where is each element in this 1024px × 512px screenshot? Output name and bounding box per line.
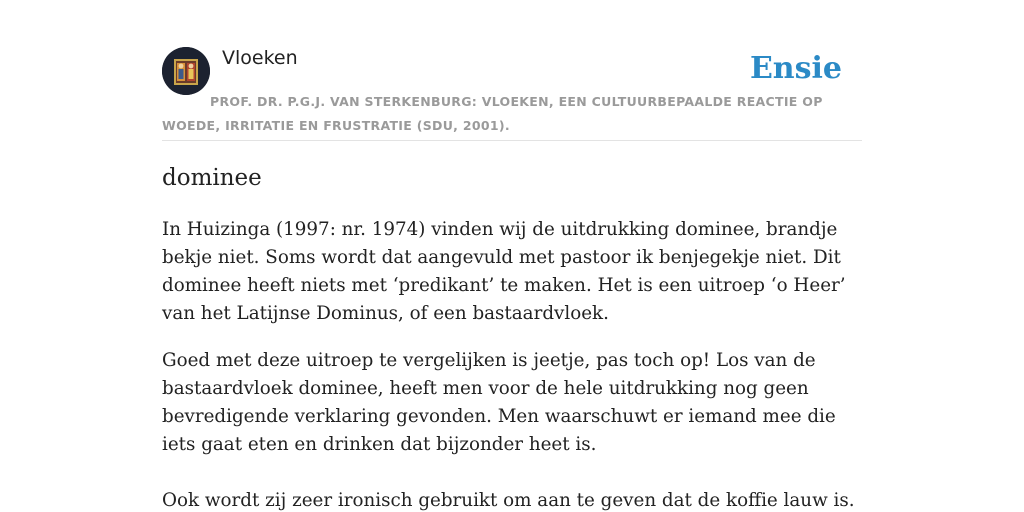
entry-content — [162, 160, 862, 512]
entry-paragraph-3: Ook wordt zij zeer ironisch gebruikt om aan te geven dat de koffie lauw is. — [162, 490, 855, 511]
entry-title: dominee — [162, 165, 262, 191]
entry-paragraph-1: In Huizinga (1997: nr. 1974) vinden wij de uitdrukking dominee, brandje bekje niet. Soms wordt dat aangevuld met pastoor ik benjegekje niet. Dit dominee heeft niets met ‘predikant’ te maken. Het is een uitroep ‘o Heer’ van het Latijnse Dominus, of een bastaardvloek. — [162, 219, 846, 324]
site-title[interactable]: Vloeken — [222, 47, 298, 69]
entry-paragraph-2: Goed met deze uitroep te vergelijken is jeetje, pas toch op! Los van de bastaardvloek dominee, heeft men voor de hele uitdrukking nog geen bevredigende verklaring gevonden. Men waarschuwt er iemand mee die iets gaat eten en drinken dat bijzonder heet is. — [162, 350, 836, 455]
header — [162, 46, 862, 141]
book-cover-avatar[interactable] — [162, 47, 210, 95]
book-cover-icon — [162, 47, 210, 95]
brand-logo[interactable]: Ensie — [749, 51, 842, 86]
source-citation: PROF. DR. P.G.J. VAN STERKENBURG: VLOEKEN, EEN CULTUURBEPAALDE REACTIE OP WOEDE, IRRITATIE EN FRUSTRATIE (SDU, 2001). — [162, 94, 823, 133]
